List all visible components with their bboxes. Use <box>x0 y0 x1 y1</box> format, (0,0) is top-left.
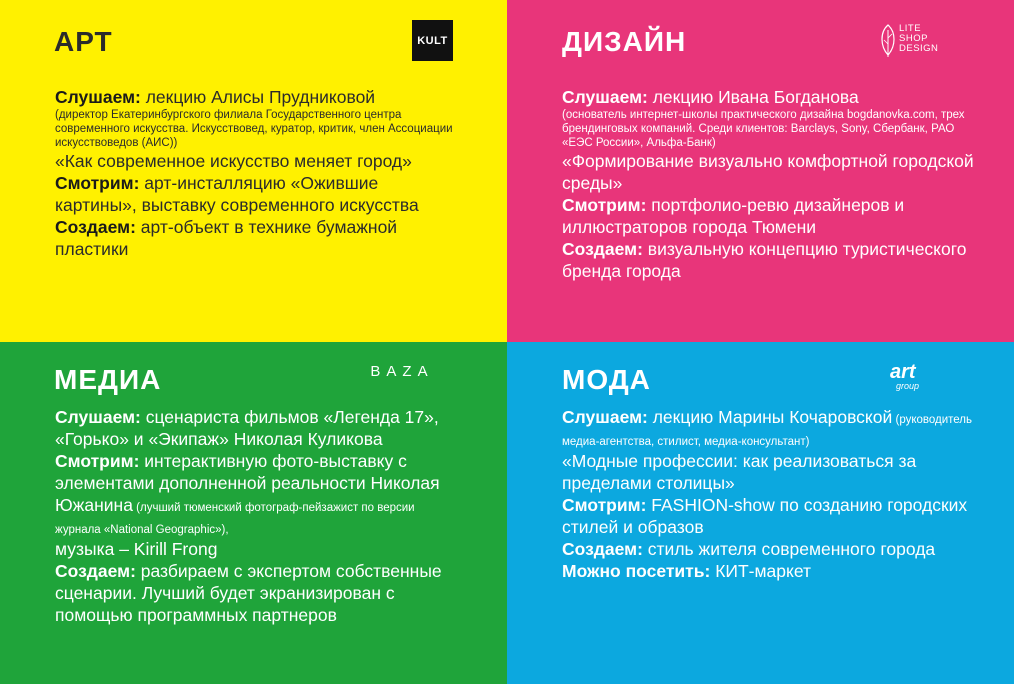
speaker-note: (основатель интернет-школы практического дизайна bogdanovka.com, трех брендинговых компаний. Среди клиентов: Barclays, Sony, Сбербанк, РАО «ЕЭС России», Альфа-Банк) <box>562 109 965 149</box>
create-line <box>562 238 982 282</box>
watch-text: портфолио-ревю дизайнеров и иллюстраторов города Тюмени <box>562 195 905 237</box>
listen-text: лекцию Марины Кочаровской <box>647 407 893 427</box>
section-title: АРТ <box>54 26 113 57</box>
leaf-icon <box>879 24 897 58</box>
design-section <box>507 0 1014 342</box>
section-title: ДИЗАЙН <box>562 26 687 57</box>
media-section <box>0 342 507 684</box>
logo-line: DESIGN <box>899 43 939 54</box>
listen-label: Слушаем: <box>562 87 648 107</box>
visit-label: Можно посетить: <box>562 561 711 581</box>
watch-text: арт-инсталляцию «Ожившие картины», выставку современного искусства <box>55 173 419 215</box>
watch-line <box>55 172 455 216</box>
logo-line: LITE <box>899 23 922 34</box>
create-text: арт-объект в технике бумажной пластики <box>55 217 398 259</box>
speaker-note: (директор Екатеринбургского филиала Государственного центра современного искусства. Искусствовед, куратор, критик, член Ассоциации искусствоведов (АИС)) <box>55 109 453 149</box>
section-body <box>55 86 455 260</box>
art-section <box>0 0 507 342</box>
create-label: Создаем: <box>562 539 643 559</box>
create-line <box>562 538 982 560</box>
create-label: Создаем: <box>55 561 136 581</box>
listen-text: лекцию Ивана Богданова <box>647 87 859 107</box>
kult-logo: KULT <box>412 20 453 61</box>
logo-text <box>899 24 938 54</box>
visit-text: КИТ-маркет <box>710 561 811 581</box>
listen-text: сценариста фильмов «Легенда 17», «Горько» и «Экипаж» Николая Куликова <box>55 407 439 449</box>
watch-line <box>55 450 455 538</box>
create-label: Создаем: <box>55 217 136 237</box>
create-line <box>55 216 455 260</box>
listen-line <box>55 86 455 108</box>
visit-line <box>562 560 982 582</box>
photographer-note: (лучший тюменский фотограф-пейзажист по версии журнала «National Geographic»), <box>55 502 415 536</box>
section-body <box>55 406 455 626</box>
create-text: визуальную концепцию туристического бренда города <box>562 239 967 281</box>
speaker-note: (руководитель медиа-агентства, стилист, медиа-консультант) <box>562 414 973 448</box>
listen-line <box>562 406 982 450</box>
create-text: стиль жителя современного города <box>642 539 936 559</box>
section-body <box>562 406 982 582</box>
watch-label: Смотрим: <box>562 495 647 515</box>
watch-line <box>562 494 982 538</box>
listen-text: лекцию Алисы Прудниковой <box>140 87 376 107</box>
listen-label: Слушаем: <box>55 407 141 427</box>
watch-label: Смотрим: <box>562 195 647 215</box>
logo-line: SHOP <box>899 33 928 44</box>
baza-logo <box>362 364 442 388</box>
listen-line <box>55 406 455 450</box>
watch-line <box>562 194 982 238</box>
section-title: МЕДИА <box>54 364 162 395</box>
create-text: разбираем с экспертом собственные сценарии. Лучший будет экранизирован с помощью программных партнеров <box>55 561 442 625</box>
create-label: Создаем: <box>562 239 643 259</box>
lecture-title: «Формирование визуально комфортной городской среды» <box>562 151 974 193</box>
listen-line <box>562 86 982 108</box>
lecture-title: «Модные профессии: как реализоваться за пределами столицы» <box>562 451 917 493</box>
fashion-section <box>507 342 1014 684</box>
logo-text: BAZA <box>370 363 434 380</box>
section-title: МОДА <box>562 364 651 395</box>
watch-label: Смотрим: <box>55 173 140 193</box>
watch-text: FASHION-show по созданию городских стилей и образов <box>562 495 968 537</box>
logo-text-top: art <box>890 361 916 383</box>
logo-text-bottom: group <box>896 381 920 391</box>
watch-label: Смотрим: <box>55 451 140 471</box>
lecture-title: «Как современное искусство меняет город» <box>55 151 412 171</box>
create-line <box>55 560 455 626</box>
section-body <box>562 86 982 282</box>
listen-label: Слушаем: <box>562 407 648 427</box>
listen-label: Слушаем: <box>55 87 141 107</box>
watch-text: интерактивную фото-выставку с элементами дополненной реальности Николая Южанина <box>55 451 440 515</box>
art-group-logo <box>890 362 932 398</box>
lite-shop-design-logo <box>879 22 949 62</box>
music-line: музыка – Kirill Frong <box>55 539 218 559</box>
